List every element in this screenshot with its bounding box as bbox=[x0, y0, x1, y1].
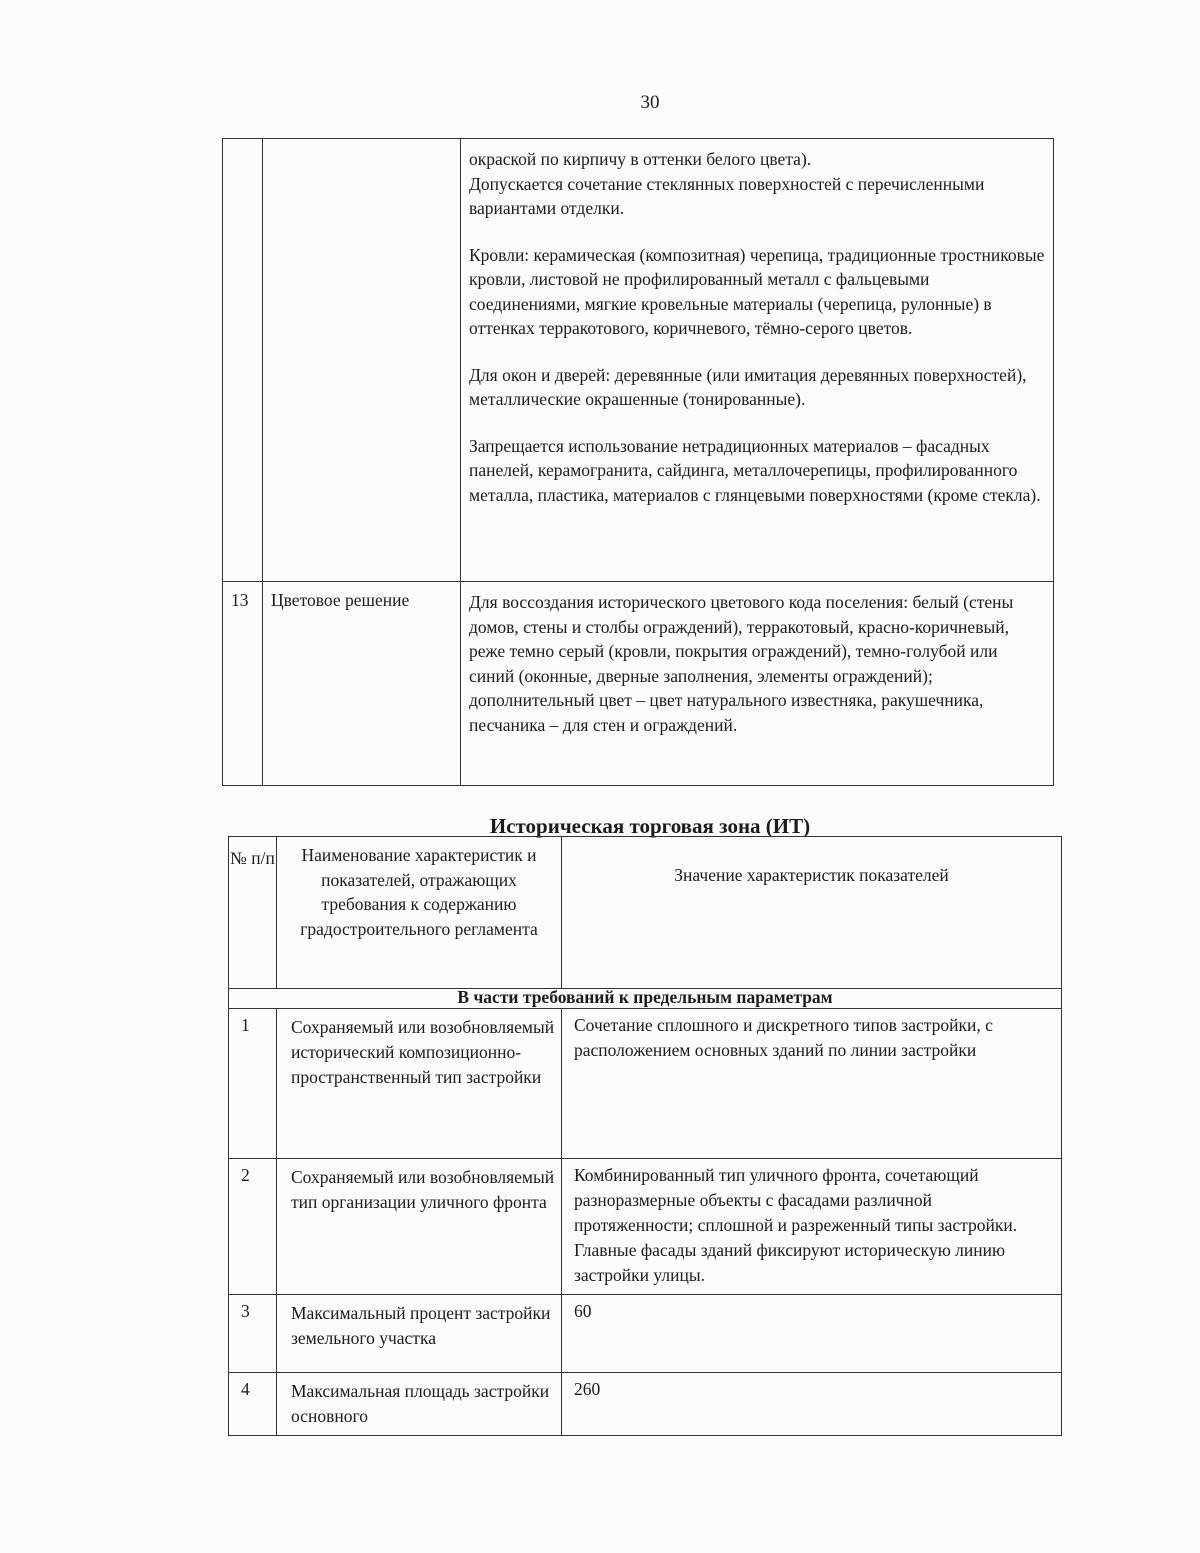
row-4-number: 4 bbox=[229, 1373, 277, 1435]
paragraph-windows-doors: Для окон и дверей: деревянные (или имитация деревянных поверхностей), металлические окрашенные (тонированные). bbox=[469, 364, 1027, 409]
table-cell-num bbox=[223, 139, 263, 582]
paragraph-finishing-continued: окраской по кирпичу в оттенки белого цвета). Допускается сочетание стеклянных поверхностей с перечисленными вариантами отделки. bbox=[469, 149, 985, 218]
subheader-limit-parameters: В части требований к предельным параметрам bbox=[229, 989, 1061, 1009]
header-name: Наименование характеристик и показателей, отражающих требования к содержанию градостроительного регламента bbox=[277, 837, 562, 989]
row-3-name: Максимальный процент застройки земельного участка bbox=[277, 1295, 562, 1373]
row-1-value: Сочетание сплошного и дискретного типов застройки, с расположением основных зданий по линии застройки bbox=[562, 1009, 1061, 1159]
section-title: Историческая торговая зона (ИТ) bbox=[489, 814, 811, 838]
paragraph-roofing: Кровли: керамическая (композитная) черепица, традиционные тростниковые кровли, листовой не профилированный металл с фальцевыми соединениями, мягкие кровельные материалы (черепица, рулонные) в оттенках терракотового, коричневого, тёмно-серого цветов. bbox=[469, 244, 1045, 338]
row-2-name: Сохраняемый или возобновляемый тип организации уличного фронта bbox=[277, 1159, 562, 1295]
header-value: Значение характеристик показателей bbox=[562, 837, 1061, 989]
row-1-name: Сохраняемый или возобновляемый исторический композиционно-пространственный тип застройки bbox=[277, 1009, 562, 1159]
row-2-number: 2 bbox=[229, 1159, 277, 1295]
row-1-number: 1 bbox=[229, 1009, 277, 1159]
row-3-number: 3 bbox=[229, 1295, 277, 1373]
row-4-value: 260 bbox=[574, 1379, 601, 1399]
row-3-value: 60 bbox=[562, 1295, 1061, 1373]
table-cell-value bbox=[461, 139, 1053, 582]
row-13-name: Цветовое решение bbox=[263, 582, 461, 785]
row-4-name: Максимальная площадь застройки основного bbox=[277, 1373, 562, 1435]
row-2-value: Комбинированный тип уличного фронта, сочетающий разноразмерные объекты с фасадами различной протяженности; сплошной и разреженный типы застройки. Главные фасады зданий фиксируют историческую линию застройки улицы. bbox=[562, 1159, 1061, 1295]
header-num: № п/п bbox=[229, 837, 277, 989]
regulation-table-continued bbox=[222, 138, 1054, 786]
paragraph-prohibited-materials: Запрещается использование нетрадиционных материалов – фасадных панелей, керамогранита, сайдинга, металлочерепицы, профилированного металла, пластика, материалов с глянцевыми поверхностями (кроме стекла). bbox=[469, 435, 1041, 505]
row-13-number: 13 bbox=[223, 582, 263, 785]
row-13-value: Для воссоздания исторического цветового кода поселения: белый (стены домов, стены и столбы ограждений), терракотовый, красно-коричневый, реже темно серый (кровли, покрытия ограждений), темно-голубой или синий (оконные, дверные заполнения, элементы ограждений); дополнительный цвет – цвет натурального известняка, ракушечника, песчаника – для стен и ограждений. bbox=[469, 592, 1014, 735]
historic-trade-zone-table bbox=[228, 836, 1062, 1436]
page-number: 30 bbox=[640, 92, 660, 113]
table-cell-name bbox=[263, 139, 461, 582]
